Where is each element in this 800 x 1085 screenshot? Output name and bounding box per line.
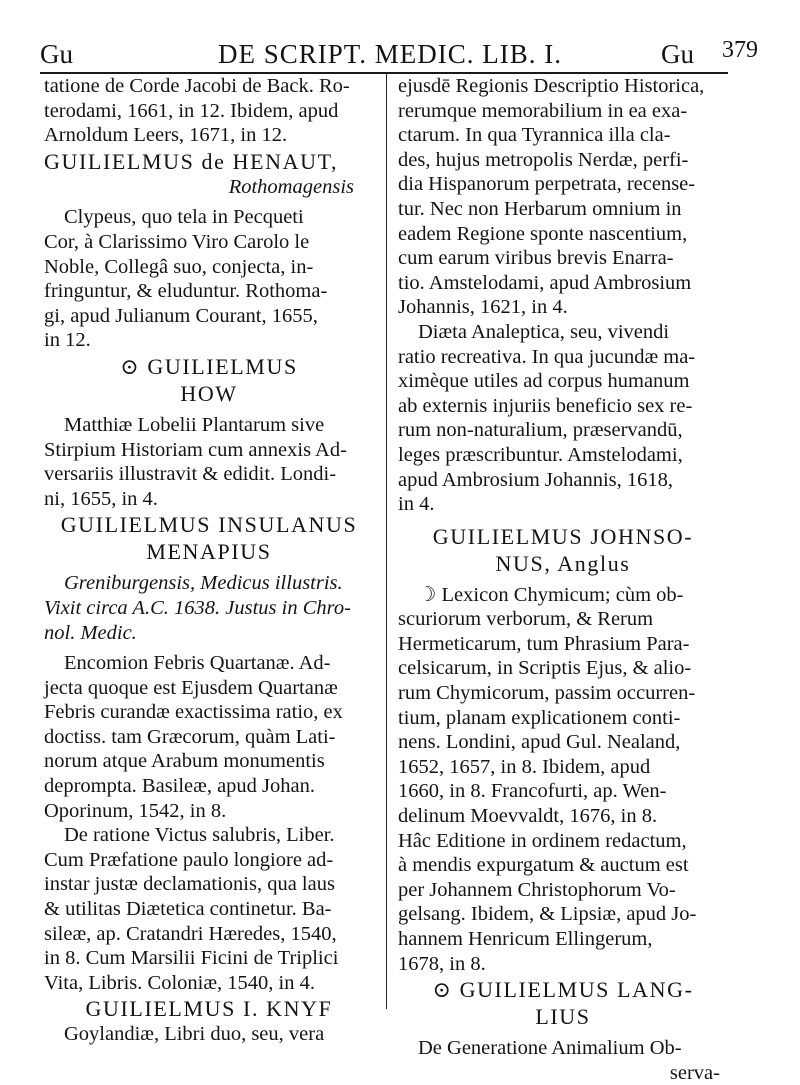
running-head-right-keyword: Gu <box>661 39 694 69</box>
text-line: De Generatione Animalium Ob- <box>418 1037 682 1060</box>
text-line: ab externis injuriis beneficio sex re- <box>398 394 693 417</box>
text-line: rerumque memorabilium in ea exa- <box>398 99 688 122</box>
text-line: apud Ambrosium Johannis, 1618, <box>398 468 674 491</box>
text-line: Hâc Editione in ordinem redactum, <box>398 829 687 852</box>
text-line: doctiss. tam Græcorum, quàm Lati- <box>44 725 336 748</box>
text-line: ximèque utiles ad corpus humanum <box>398 370 690 393</box>
text-line: norum atque Arabum monumentis <box>44 750 325 773</box>
text-line: & utilitas Diætetica continetur. Ba- <box>44 898 332 921</box>
text-line: tio. Amstelodami, apud Ambrosium <box>398 271 692 294</box>
text-line: ni, 1655, in 4. <box>44 487 158 510</box>
text-line: dia Hispanorum perpetrata, recense- <box>398 173 696 196</box>
text-line: Clypeus, quo tela in Pecqueti <box>64 206 304 229</box>
column-divider <box>386 74 387 1009</box>
catchword: serva- <box>669 1061 720 1084</box>
text-line: deprompta. Basileæ, apud Johan. <box>44 775 316 798</box>
author-origin: Rothomagensis <box>228 175 354 198</box>
text-line: 1652, 1657, in 8. Ibidem, apud <box>398 755 651 778</box>
author-note: Vixit circa A.C. 1638. Justus in Chro- <box>44 596 351 619</box>
text-line: Vita, Libris. Coloniæ, 1540, in 4. <box>44 971 315 994</box>
text-line: gi, apud Julianum Courant, 1655, <box>44 304 318 327</box>
text-line: Hermeticarum, tum Phrasium Para- <box>398 632 690 655</box>
author-note: nol. Medic. <box>44 621 137 644</box>
text-line: eadem Regione sponte nascentium, <box>398 222 688 245</box>
text-line: Febris curandæ exactissima ratio, ex <box>44 701 343 724</box>
text-line: Cor, à Clarissimo Viro Carolo le <box>44 230 310 253</box>
running-head <box>40 36 758 72</box>
text-line: fringuntur, & eluduntur. Rothoma- <box>44 280 328 303</box>
author-heading: MENAPIUS <box>146 539 272 565</box>
author-heading: GUILIELMUS I. KNYF <box>85 996 333 1022</box>
text-line: ejusdē Regionis Descriptio Historica, <box>398 75 705 97</box>
text-line: in 4. <box>398 493 435 516</box>
author-note: Greniburgensis, Medicus illustris. <box>64 572 343 595</box>
author-heading: GUILIELMUS de HENAUT, <box>44 148 339 174</box>
author-heading: LIUS <box>535 1004 591 1030</box>
text-line: 1660, in 8. Francofurti, ap. Wen- <box>398 780 667 803</box>
text-line: rum non-naturalium, præservandū, <box>398 419 683 442</box>
left-column <box>44 74 374 1047</box>
text-line: à mendis expurgatum & auctum est <box>398 854 689 877</box>
text-line: terodami, 1661, in 12. Ibidem, apud <box>44 99 339 122</box>
text-line: De ratione Victus salubris, Liber. <box>64 824 335 847</box>
text-line: cum earum viribus brevis Enarra- <box>398 247 674 270</box>
text-line: hannem Henricum Ellingerum, <box>398 928 653 950</box>
text-line: per Johannem Christophorum Vo- <box>398 878 676 901</box>
text-line: rum Chymicorum, passim occurren- <box>398 682 696 705</box>
author-heading: NUS, Anglus <box>495 550 631 576</box>
running-head-title: DE SCRIPT. MEDIC. LIB. I. <box>218 39 563 69</box>
text-line: Goylandiæ, Libri duo, seu, vera <box>64 1023 325 1046</box>
text-line: in 8. Cum Marsilii Ficini de Triplici <box>44 947 339 970</box>
text-line: nens. Londini, apud Gul. Nealand, <box>398 731 681 754</box>
running-head-left-keyword: Gu <box>40 39 73 69</box>
text-line: Arnoldum Leers, 1671, in 12. <box>44 124 288 147</box>
text-line: Cum Præfatione paulo longiore ad- <box>44 848 334 871</box>
text-line: scuriorum verborum, & Rerum <box>398 608 654 631</box>
text-line: versariis illustravit & edidit. Londi- <box>44 463 337 486</box>
text-line: Matthiæ Lobelii Plantarum sive <box>64 413 325 436</box>
text-line: instar justæ declamationis, qua laus <box>44 873 335 896</box>
text-line: ratio recreativa. In qua jucundæ ma- <box>398 345 696 368</box>
text-line: Stirpium Historiam cum annexis Ad- <box>44 438 347 461</box>
author-heading: ⊙ GUILIELMUS <box>120 353 298 379</box>
right-column <box>398 74 728 1085</box>
text-line: sileæ, ap. Cratandri Hæredes, 1540, <box>44 922 337 945</box>
author-heading: ⊙ GUILIELMUS LANG- <box>432 977 694 1003</box>
text-line: Oporinum, 1542, in 8. <box>44 799 227 822</box>
text-line: leges præscribuntur. Amstelodami, <box>398 443 683 466</box>
text-line: Diæta Analeptica, seu, vivendi <box>418 320 670 343</box>
text-line: delinum Moevvaldt, 1676, in 8. <box>398 805 658 828</box>
text-line: Encomion Febris Quartanæ. Ad- <box>64 652 331 675</box>
text-line: tur. Nec non Herbarum omnium in <box>398 197 682 220</box>
text-line: gelsang. Ibidem, & Lipsiæ, apud Jo- <box>398 903 697 926</box>
text-line: Johannis, 1621, in 4. <box>398 296 568 319</box>
text-line: celsicarum, in Scriptis Ejus, & alio- <box>398 657 692 680</box>
text-line: des, hujus metropolis Nerdæ, perfi- <box>398 148 689 171</box>
text-line: jecta quoque est Ejusdem Quartanæ <box>44 676 338 699</box>
text-line: ☽ Lexicon Chymicum; cùm ob- <box>418 583 684 606</box>
author-heading: GUILIELMUS INSULANUS <box>60 512 358 538</box>
text-line: tatione de Corde Jacobi de Back. Ro- <box>44 75 350 97</box>
author-heading: GUILIELMUS JOHNSO- <box>432 523 694 549</box>
text-line: in 12. <box>44 329 91 352</box>
text-line: 1678, in 8. <box>398 952 486 975</box>
text-line: ctarum. In qua Tyrannica illa cla- <box>398 124 671 147</box>
author-heading: HOW <box>180 380 238 406</box>
text-line: tium, planam explicationem conti- <box>398 706 681 729</box>
text-line: Noble, Collegâ suo, conjecta, in- <box>44 255 314 278</box>
page-number: 379 <box>722 37 758 63</box>
